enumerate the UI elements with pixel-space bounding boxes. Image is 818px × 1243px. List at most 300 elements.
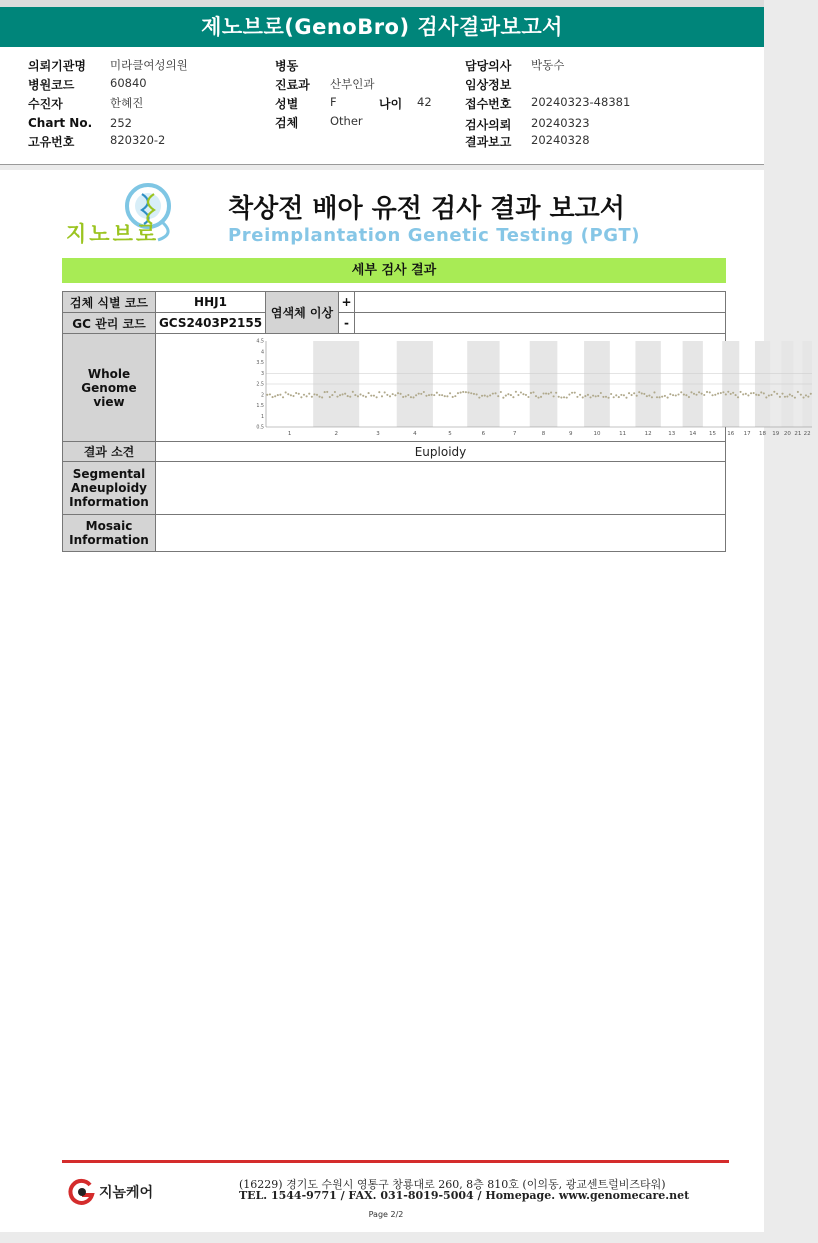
- label-doctor: 담당의사: [465, 59, 512, 73]
- sample-id-value: HHJ1: [156, 292, 266, 313]
- value-unique-no: 820320-2: [110, 133, 166, 147]
- copy-number-point: [540, 396, 542, 398]
- copy-number-point: [298, 393, 300, 395]
- copy-number-point: [423, 391, 425, 393]
- copy-number-point: [287, 393, 289, 395]
- copy-number-point: [384, 391, 386, 393]
- copy-number-point: [349, 396, 351, 398]
- copy-number-point: [802, 396, 804, 398]
- copy-number-point: [589, 396, 591, 398]
- label-specimen: 검체: [275, 116, 299, 130]
- copy-number-point: [347, 395, 349, 397]
- copy-number-point: [520, 391, 522, 393]
- footer-contact: TEL. 1544-9771 / FAX. 031-8019-5004 / Homepage. www.genomecare.net: [239, 1189, 690, 1202]
- x-tick-label: 22: [803, 431, 811, 437]
- copy-number-point: [402, 396, 404, 398]
- y-tick-label: 4: [260, 350, 264, 356]
- y-tick-label: 2.5: [256, 382, 264, 388]
- label-department: 진료과: [275, 78, 310, 92]
- copy-number-point: [618, 396, 620, 398]
- report-header-title: 제노브로(GenoBro) 검사결과보고서: [0, 7, 764, 47]
- gc-code-label: GC 관리 코드: [63, 313, 156, 334]
- copy-number-point: [473, 393, 475, 395]
- copy-number-point: [797, 391, 799, 393]
- x-tick-label: 15: [709, 431, 717, 437]
- y-tick-label: 3.5: [256, 361, 264, 367]
- x-tick-label: 6: [481, 431, 486, 437]
- label-institution: 의뢰기관명: [28, 59, 86, 73]
- whole-genome-label: Whole Genome view: [63, 334, 156, 442]
- copy-number-point: [768, 394, 770, 396]
- copy-number-point: [331, 394, 333, 396]
- copy-number-point: [326, 391, 328, 393]
- copy-number-point: [392, 393, 394, 395]
- copy-number-point: [727, 391, 729, 393]
- copy-number-point: [781, 393, 783, 395]
- copy-number-point: [600, 392, 602, 394]
- copy-number-point: [560, 396, 562, 398]
- copy-number-point: [321, 396, 323, 398]
- copy-number-point: [525, 394, 527, 396]
- copy-number-point: [770, 394, 772, 396]
- copy-number-point: [433, 394, 435, 396]
- copy-number-point: [628, 392, 630, 394]
- segmental-aneuploidy-label: Segmental Aneuploidy Information: [63, 462, 156, 515]
- copy-number-point: [667, 397, 669, 399]
- y-tick-label: 0.5: [256, 425, 264, 431]
- copy-number-point: [497, 395, 499, 397]
- value-request-date: 20240323: [531, 116, 590, 130]
- copy-number-point: [658, 396, 660, 398]
- copy-number-point: [701, 393, 703, 395]
- copy-number-point: [336, 396, 338, 398]
- copy-number-point: [352, 391, 354, 393]
- copy-number-point: [425, 395, 427, 397]
- value-chart-no: 252: [110, 116, 132, 130]
- x-tick-label: 5: [448, 431, 452, 437]
- copy-number-point: [620, 394, 622, 396]
- y-tick-label: 4.5: [256, 339, 264, 345]
- copy-number-point: [750, 392, 752, 394]
- copy-number-point: [690, 391, 692, 393]
- copy-number-point: [545, 393, 547, 395]
- copy-number-point: [476, 393, 478, 395]
- label-ward: 병동: [275, 59, 299, 73]
- copy-number-point: [735, 394, 737, 396]
- copy-number-point: [693, 393, 695, 395]
- copy-number-point: [709, 391, 711, 393]
- value-receipt-no: 20240323-48381: [531, 95, 631, 109]
- copy-number-point: [492, 393, 494, 395]
- copy-number-point: [638, 391, 640, 393]
- copy-number-point: [277, 394, 279, 396]
- y-tick-label: 3: [260, 371, 264, 377]
- copy-number-point: [625, 397, 627, 399]
- copy-number-point: [510, 394, 512, 396]
- copy-number-point: [695, 394, 697, 396]
- copy-number-point: [807, 396, 809, 398]
- copy-number-point: [698, 391, 700, 393]
- y-tick-label: 2: [260, 393, 264, 399]
- copy-number-point: [272, 396, 274, 398]
- x-tick-label: 8: [541, 431, 546, 437]
- copy-number-point: [571, 392, 573, 394]
- copy-number-point: [515, 391, 517, 393]
- gc-code-value: GCS2403P2155: [156, 313, 266, 334]
- copy-number-point: [542, 392, 544, 394]
- copy-number-point: [683, 394, 685, 396]
- footer-address: (16229) 경기도 수원시 영통구 창룡대로 260, 8층 810호 (이의동, 광교센트럴비즈타워): [239, 1178, 666, 1191]
- value-institution: 미라클여성의원: [110, 58, 188, 72]
- value-age: 42: [417, 95, 432, 109]
- x-tick-label: 7: [512, 431, 517, 437]
- label-sex: 성별: [275, 97, 299, 111]
- copy-number-point: [553, 395, 555, 397]
- copy-number-point: [470, 392, 472, 394]
- copy-number-point: [651, 396, 653, 398]
- copy-number-point: [717, 392, 719, 394]
- copy-number-point: [535, 395, 537, 397]
- copy-number-point: [730, 393, 732, 395]
- copy-number-point: [661, 396, 663, 398]
- abnormality-minus-label: -: [339, 313, 355, 334]
- copy-number-point: [653, 391, 655, 393]
- copy-number-point: [365, 396, 367, 398]
- x-tick-label: 11: [619, 431, 627, 437]
- copy-number-point: [452, 396, 454, 398]
- copy-number-point: [354, 394, 356, 396]
- copy-number-point: [758, 394, 760, 396]
- genomecare-logo-icon: [68, 1178, 96, 1206]
- copy-number-point: [512, 396, 514, 398]
- copy-number-point: [760, 391, 762, 393]
- copy-number-point: [500, 391, 502, 393]
- x-tick-label: 20: [783, 431, 791, 437]
- x-tick-label: 13: [668, 431, 676, 437]
- value-department: 산부인과: [330, 77, 375, 91]
- label-chart-no: Chart No.: [28, 116, 93, 130]
- copy-number-point: [290, 394, 292, 396]
- copy-number-point: [285, 391, 287, 393]
- copy-number-point: [457, 392, 459, 394]
- copy-number-point: [610, 393, 612, 395]
- copy-number-point: [517, 394, 519, 396]
- copy-number-point: [794, 397, 796, 399]
- copy-number-point: [502, 397, 504, 399]
- copy-number-point: [703, 394, 705, 396]
- value-sex: F: [330, 95, 337, 109]
- mosaic-value: [156, 515, 725, 551]
- report-title: 착상전 배아 유전 검사 결과 보고서: [228, 194, 625, 224]
- copy-number-point: [672, 394, 674, 396]
- x-tick-label: 14: [689, 431, 697, 437]
- copy-number-point: [444, 395, 446, 397]
- copy-number-point: [420, 393, 422, 395]
- copy-number-point: [441, 394, 443, 396]
- copy-number-point: [555, 392, 557, 394]
- abnormality-plus-value: [355, 292, 725, 313]
- x-tick-label: 9: [568, 431, 573, 437]
- copy-number-point: [613, 396, 615, 398]
- top-strip: [0, 0, 764, 7]
- copy-number-point: [648, 395, 650, 397]
- copy-number-point: [446, 395, 448, 397]
- label-clinical-info: 임상정보: [465, 78, 512, 92]
- results-table: [62, 291, 811, 552]
- copy-number-point: [592, 395, 594, 397]
- copy-number-point: [405, 395, 407, 397]
- copy-number-point: [765, 396, 767, 398]
- copy-number-point: [779, 396, 781, 398]
- copy-number-point: [481, 395, 483, 397]
- copy-number-point: [688, 396, 690, 398]
- abnormality-plus-label: +: [339, 292, 355, 313]
- copy-number-point: [646, 395, 648, 397]
- report-page: [0, 170, 811, 1232]
- x-tick-label: 4: [413, 431, 417, 437]
- copy-number-point: [324, 391, 326, 393]
- copy-number-point: [454, 395, 456, 397]
- copy-number-point: [574, 392, 576, 394]
- copy-number-point: [478, 397, 480, 399]
- copy-number-point: [373, 395, 375, 397]
- copy-number-point: [400, 393, 402, 395]
- copy-number-point: [587, 394, 589, 396]
- copy-number-point: [303, 394, 305, 396]
- copy-number-point: [755, 394, 757, 396]
- copy-number-point: [306, 395, 308, 397]
- segmental-aneuploidy-value: [156, 462, 725, 515]
- copy-number-point: [467, 392, 469, 394]
- copy-number-point: [397, 392, 399, 394]
- copy-number-point: [576, 396, 578, 398]
- copy-number-point: [720, 392, 722, 394]
- copy-number-point: [359, 393, 361, 395]
- x-tick-label: 16: [727, 431, 735, 437]
- copy-number-point: [438, 394, 440, 396]
- copy-number-point: [602, 396, 604, 398]
- copy-number-point: [368, 392, 370, 394]
- copy-number-point: [530, 392, 532, 394]
- copy-number-point: [428, 394, 430, 396]
- copy-number-point: [486, 395, 488, 397]
- sample-id-label: 검체 식별 코드: [63, 292, 156, 313]
- copy-number-point: [532, 391, 534, 393]
- copy-number-point: [431, 394, 433, 396]
- copy-number-point: [747, 394, 749, 396]
- copy-number-point: [381, 395, 383, 397]
- copy-number-point: [763, 392, 765, 394]
- copy-number-point: [282, 396, 284, 398]
- report-subtitle: Preimplantation Genetic Testing (PGT): [228, 225, 641, 246]
- whole-genome-cell: [156, 334, 811, 442]
- copy-number-point: [527, 396, 529, 398]
- copy-number-point: [745, 393, 747, 395]
- label-receipt-no: 접수번호: [465, 97, 512, 111]
- copy-number-point: [407, 394, 409, 396]
- x-tick-label: 2: [334, 431, 338, 437]
- copy-number-point: [740, 391, 742, 393]
- x-tick-label: 17: [743, 431, 751, 437]
- copy-number-point: [711, 394, 713, 396]
- copy-number-point: [311, 396, 313, 398]
- label-report-date: 결과보고: [465, 135, 512, 149]
- copy-number-point: [319, 396, 321, 398]
- copy-number-point: [362, 395, 364, 397]
- copy-number-point: [548, 393, 550, 395]
- page-number: Page 2/2: [368, 1210, 404, 1219]
- copy-number-point: [462, 391, 464, 393]
- whole-genome-chart: [250, 336, 818, 439]
- label-age: 나이: [379, 97, 403, 111]
- copy-number-point: [706, 391, 708, 393]
- copy-number-point: [597, 395, 599, 397]
- copy-number-point: [316, 394, 318, 396]
- copy-number-point: [376, 396, 378, 398]
- copy-number-point: [300, 396, 302, 398]
- copy-number-point: [579, 394, 581, 396]
- copy-number-point: [669, 393, 671, 395]
- copy-number-point: [410, 396, 412, 398]
- finding-label: 결과 소견: [63, 442, 156, 462]
- y-tick-label: 1.5: [256, 404, 264, 410]
- copy-number-point: [737, 396, 739, 398]
- mosaic-label: Mosaic Information: [63, 515, 156, 551]
- copy-number-point: [436, 392, 438, 394]
- copy-number-point: [344, 393, 346, 395]
- copy-number-point: [292, 395, 294, 397]
- copy-number-point: [465, 391, 467, 393]
- copy-number-point: [742, 393, 744, 395]
- value-hospital-code: 60840: [110, 76, 147, 90]
- logo-wordmark: 지노브로: [66, 222, 160, 246]
- copy-number-point: [615, 394, 617, 396]
- copy-number-point: [664, 395, 666, 397]
- chromosome-abnormality-label: 염색체 이상: [266, 292, 339, 334]
- copy-number-point: [722, 391, 724, 393]
- copy-number-point: [623, 394, 625, 396]
- copy-number-point: [680, 391, 682, 393]
- x-tick-label: 21: [794, 431, 802, 437]
- copy-number-point: [357, 395, 359, 397]
- copy-number-point: [641, 392, 643, 394]
- copy-number-point: [568, 393, 570, 395]
- patient-info-panel: [0, 47, 764, 165]
- copy-number-point: [412, 396, 414, 398]
- copy-number-point: [505, 395, 507, 397]
- copy-number-point: [550, 391, 552, 393]
- copy-number-point: [418, 393, 420, 395]
- copy-number-point: [295, 392, 297, 394]
- copy-number-point: [449, 392, 451, 394]
- copy-number-point: [266, 394, 268, 396]
- copy-number-point: [484, 395, 486, 397]
- copy-number-point: [633, 392, 635, 394]
- x-tick-label: 1: [287, 431, 292, 437]
- abnormality-minus-value: [355, 313, 725, 334]
- label-patient: 수진자: [28, 97, 63, 111]
- label-unique-no: 고유번호: [28, 135, 75, 149]
- copy-number-point: [608, 397, 610, 399]
- label-hospital-code: 병원코드: [28, 78, 75, 92]
- copy-number-point: [786, 396, 788, 398]
- footer-divider: [62, 1160, 729, 1163]
- copy-number-point: [784, 396, 786, 398]
- copy-number-point: [595, 395, 597, 397]
- copy-number-point: [631, 394, 633, 396]
- copy-number-point: [522, 393, 524, 395]
- value-patient: 한혜진: [110, 96, 144, 110]
- x-tick-label: 10: [593, 431, 601, 437]
- copy-number-point: [460, 392, 462, 394]
- finding-value: Euploidy: [156, 442, 725, 462]
- copy-number-point: [269, 393, 271, 395]
- copy-number-point: [810, 393, 812, 395]
- copy-number-point: [563, 396, 565, 398]
- copy-number-point: [656, 396, 658, 398]
- copy-number-point: [800, 394, 802, 396]
- copy-number-point: [558, 396, 560, 398]
- copy-number-point: [805, 394, 807, 396]
- value-report-date: 20240328: [531, 133, 590, 147]
- x-tick-label: 18: [759, 431, 767, 437]
- copy-number-point: [342, 393, 344, 395]
- copy-number-point: [537, 397, 539, 399]
- value-doctor: 박동수: [531, 58, 565, 72]
- copy-number-point: [725, 393, 727, 395]
- copy-number-point: [507, 393, 509, 395]
- copy-number-point: [274, 395, 276, 397]
- copy-number-point: [494, 392, 496, 394]
- copy-number-point: [339, 394, 341, 396]
- copy-number-point: [791, 395, 793, 397]
- copy-number-point: [643, 393, 645, 395]
- x-tick-label: 12: [644, 431, 652, 437]
- copy-number-point: [753, 392, 755, 394]
- copy-number-point: [714, 394, 716, 396]
- copy-number-point: [329, 396, 331, 398]
- copy-number-point: [279, 394, 281, 396]
- copy-number-point: [677, 393, 679, 395]
- copy-number-point: [789, 394, 791, 396]
- x-tick-label: 3: [376, 431, 380, 437]
- copy-number-point: [334, 391, 336, 393]
- copy-number-point: [370, 395, 372, 397]
- copy-number-point: [582, 396, 584, 398]
- copy-number-point: [308, 393, 310, 395]
- section-title: 세부 검사 결과: [62, 258, 726, 283]
- copy-number-point: [675, 394, 677, 396]
- copy-number-point: [773, 391, 775, 393]
- copy-number-point: [605, 396, 607, 398]
- y-tick-label: 1: [260, 414, 264, 420]
- x-tick-label: 19: [772, 431, 780, 437]
- copy-number-point: [394, 394, 396, 396]
- copy-number-point: [732, 392, 734, 394]
- copy-number-point: [313, 393, 315, 395]
- copy-number-point: [489, 394, 491, 396]
- label-request-date: 검사의뢰: [465, 118, 512, 132]
- copy-number-point: [378, 391, 380, 393]
- copy-number-point: [415, 394, 417, 396]
- copy-number-point: [584, 395, 586, 397]
- copy-number-point: [685, 394, 687, 396]
- copy-number-point: [566, 397, 568, 399]
- footer-brand: 지놈케어: [99, 1185, 154, 1201]
- copy-number-point: [636, 395, 638, 397]
- copy-number-point: [776, 393, 778, 395]
- copy-number-point: [389, 395, 391, 397]
